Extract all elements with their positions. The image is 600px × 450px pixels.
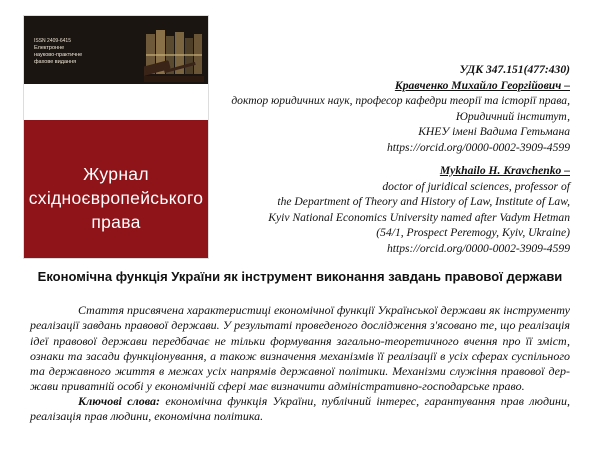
author-block <box>200 62 570 256</box>
author-line-en: the Department of Theory and History of Law, Institute of Law, <box>277 195 570 208</box>
cover-title-line: Журнал <box>83 164 149 184</box>
keywords-label: Ключові слова: <box>78 394 161 408</box>
cover-title-line: права <box>91 212 141 232</box>
cover-issn: ISSN 2409-6415 <box>34 38 71 44</box>
cover-subtitle-line: Електронне <box>34 45 65 51</box>
cover-subtitle-line: фахове видання <box>34 59 77 65</box>
keywords-text: економічна функція України, публічний інтерес, гарантування прав людини, реалізація прав людини, економічна політика. <box>30 394 571 424</box>
author-line-uk: Юридичний інститут, <box>455 109 570 123</box>
author-name-uk: Кравченко Михайло Георгійович – <box>394 78 570 92</box>
article-title: Економічна функція України як інструмент виконання завдань правової держави <box>37 269 563 284</box>
author-name-en: Mykhailo H. Kravchenko – <box>439 164 570 177</box>
cover-white-band <box>24 84 208 120</box>
cover-title-line: східноєвропейського <box>28 188 204 208</box>
abstract-text: Стаття присвячена характеристиці економічної функції Української держави як інструменту реалізації завдань правової держави. У результаті проведеного дослідження з'ясовано те, що реалізація ідеї правової держави передбачає не тільки формування загально-теоретичного вчення про її зміст, ознаки та засади функціонування, а також визначення механізмів її реалізації в усіх сферах суспільного та державного життя в межах усіх напрямів державної політики. Механізми служіння правової держави приватній особі у економічній сфері має визначити адміністративно-господарське право. <box>30 303 570 394</box>
udc-code: УДК 347.151(477:430) <box>459 63 570 76</box>
books-gavel-icon <box>144 24 204 82</box>
orcid-link-uk[interactable]: https://orcid.org/0000-0002-3909-4599 <box>386 140 570 154</box>
cover-subtitle <box>34 45 82 66</box>
keywords <box>30 394 570 425</box>
author-line-uk: доктор юридичних наук, професор кафедри теорії та історії права, <box>231 94 570 107</box>
cover-subtitle-line: науково-практичне <box>34 52 83 58</box>
author-line-en: doctor of juridical sciences, professor of <box>382 179 570 193</box>
author-line-en: (54/1, Prospect Peremogy, Kyiv, Ukraine) <box>376 226 570 239</box>
author-line-en: Kyiv National Economics University named after Vadym Hetman <box>268 210 570 224</box>
cover-title <box>24 162 208 234</box>
journal-cover <box>24 16 208 258</box>
orcid-link-en[interactable]: https://orcid.org/0000-0002-3909-4599 <box>386 241 570 255</box>
author-line-uk: КНЕУ імені Вадима Гетьмана <box>418 125 570 138</box>
